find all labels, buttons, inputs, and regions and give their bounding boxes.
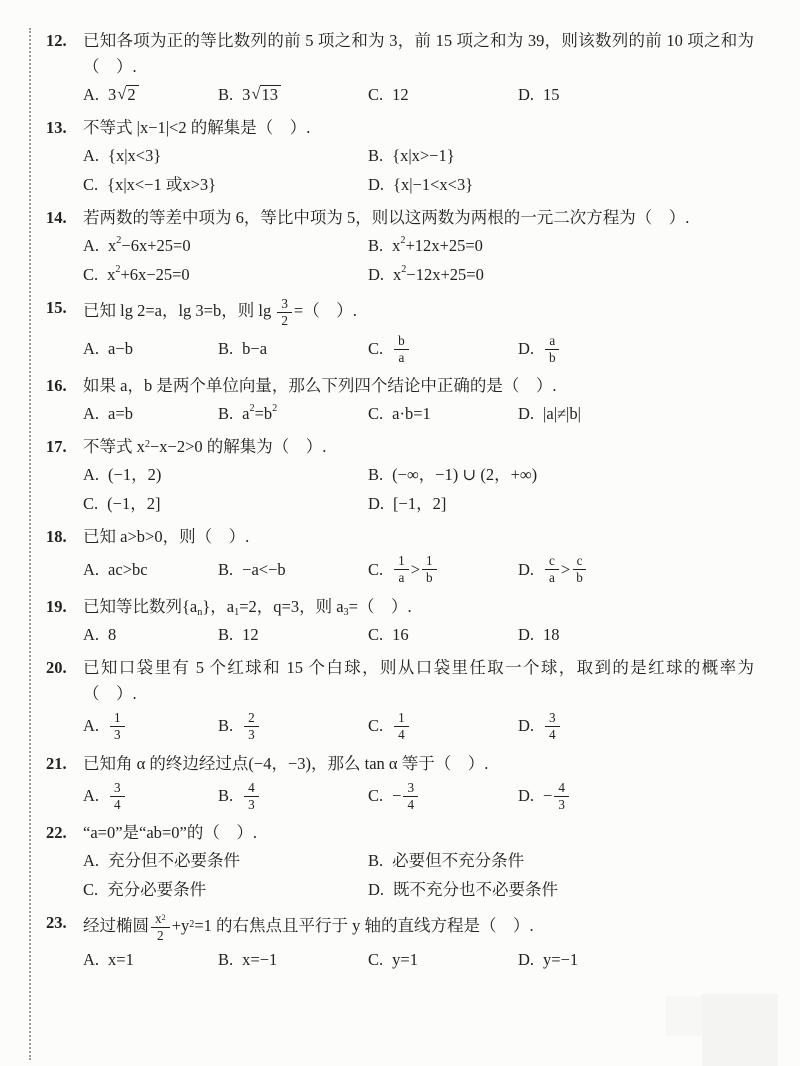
option-label: A. bbox=[83, 716, 100, 736]
math-var: a bbox=[251, 559, 259, 579]
question-number: 21. bbox=[46, 753, 67, 773]
option-content bbox=[242, 779, 261, 814]
option-label: D. bbox=[368, 494, 385, 514]
option-d bbox=[368, 491, 754, 517]
math-var: b bbox=[242, 339, 251, 359]
option-content: a − b bbox=[108, 336, 133, 362]
math-var: ab bbox=[146, 823, 162, 843]
option-a bbox=[83, 143, 368, 169]
options-row bbox=[46, 622, 754, 648]
fraction: $\frac{3}{2}$ bbox=[277, 296, 292, 329]
math-var: ac bbox=[108, 559, 123, 579]
option-content: [−1，2] bbox=[393, 494, 447, 514]
fraction: $\frac{3}{4}$ bbox=[545, 710, 560, 743]
option-d bbox=[518, 947, 754, 973]
option-content: a = b bbox=[108, 401, 133, 427]
option-label: C. bbox=[368, 404, 384, 424]
option-label: C. bbox=[368, 559, 384, 579]
option-content bbox=[108, 779, 127, 814]
math-var: b bbox=[549, 349, 556, 365]
fraction: $\frac{2}{3}$ bbox=[244, 710, 259, 743]
option-content: 16 bbox=[392, 625, 409, 645]
question-text: 已知角 α 的终边经过点(−4，−3)，那么 tan α 等于（ ）. bbox=[83, 753, 489, 773]
option-b bbox=[368, 143, 754, 169]
option-label: B. bbox=[218, 786, 234, 806]
math-var: x bbox=[242, 950, 251, 970]
question-number: 20. bbox=[46, 658, 67, 678]
option-label: D. bbox=[518, 625, 535, 645]
option-label: D. bbox=[368, 265, 385, 284]
option-label: B. bbox=[218, 339, 234, 359]
math-var: b bbox=[569, 404, 578, 424]
option-c bbox=[368, 779, 518, 814]
math-var: x bbox=[115, 146, 125, 165]
question-text: 经过椭圆 $\frac{x^2}{2}$ $+y^2=1$ 的右焦点且平行于 y 轴的直线方程是（ ）. bbox=[83, 911, 534, 944]
fraction: $\frac{x^2}{2}$ bbox=[151, 911, 170, 944]
option-content: (−∞，−1) ∪ (2，+∞) bbox=[392, 465, 538, 485]
question-stem bbox=[46, 205, 754, 231]
option-label: A. bbox=[83, 786, 100, 806]
question-stem bbox=[46, 373, 754, 399]
math-var: a bbox=[259, 339, 268, 359]
question-text: “a=0”是“ab=0”的（ ）. bbox=[83, 823, 257, 843]
option-c bbox=[368, 947, 518, 973]
option-content: $\frac{1}{a}$ > $\frac{1}{b}$ bbox=[392, 552, 439, 587]
question-number: 12. bbox=[46, 31, 67, 50]
option-content bbox=[543, 709, 562, 744]
fraction bbox=[545, 333, 560, 366]
math-var: α bbox=[388, 753, 398, 773]
math-var: b bbox=[136, 527, 146, 547]
option-b bbox=[218, 401, 368, 427]
question-text: 不等式 $x^2-x-2>0$ 的解集为（ ）. bbox=[83, 437, 327, 457]
fraction: $\frac{3}{4}$ bbox=[110, 780, 125, 813]
question-item bbox=[46, 594, 754, 648]
question-text: 已知 lg 2=a，lg 3=b，则 lg $\frac{3}{2}$ =（ ）. bbox=[83, 296, 357, 328]
math-var: x bbox=[432, 265, 441, 284]
math-var: x bbox=[392, 236, 401, 255]
option-label: D. bbox=[518, 716, 535, 736]
option-c bbox=[368, 401, 518, 427]
question-stem bbox=[46, 910, 754, 945]
math-var: a bbox=[226, 597, 235, 617]
option-a bbox=[83, 82, 218, 108]
math-var: a bbox=[154, 301, 162, 321]
math-var: x bbox=[182, 175, 191, 194]
question-item bbox=[46, 655, 754, 744]
subscript: 1 bbox=[234, 606, 240, 618]
question-number: 23. bbox=[46, 913, 67, 933]
question-number: 19. bbox=[46, 597, 67, 617]
math-var: x bbox=[115, 175, 124, 194]
question-item bbox=[46, 434, 754, 517]
question-item bbox=[46, 205, 754, 288]
question-number: 22. bbox=[46, 823, 67, 843]
math-var: c bbox=[549, 553, 555, 569]
question-text: 如果 a，b 是两个单位向量，那么下列四个结论中正确的是（ ）. bbox=[83, 376, 557, 396]
fraction: $\frac{1}{a}$ bbox=[394, 553, 409, 586]
math-var: a bbox=[120, 527, 128, 547]
option-b bbox=[218, 332, 368, 367]
options-row bbox=[46, 779, 754, 814]
question-number: 13. bbox=[46, 118, 67, 137]
option-label: A. bbox=[83, 85, 100, 104]
option-a bbox=[83, 332, 218, 367]
question-number: 14. bbox=[46, 208, 67, 227]
math-var: b bbox=[576, 570, 583, 586]
question-item bbox=[46, 820, 754, 903]
options-row bbox=[46, 233, 754, 288]
option-label: B. bbox=[368, 236, 384, 255]
question-number: 16. bbox=[46, 376, 67, 396]
math-var: y bbox=[392, 950, 401, 970]
option-content bbox=[108, 709, 127, 744]
scan-artifact bbox=[702, 994, 778, 1066]
options-row bbox=[46, 82, 754, 108]
question-text: 不等式 |x−1|<2 的解集是（ ）. bbox=[83, 118, 311, 137]
math-var: x bbox=[400, 175, 410, 194]
option-d bbox=[518, 332, 754, 367]
option-a bbox=[83, 462, 368, 488]
option-label: C. bbox=[368, 625, 384, 645]
question-item bbox=[46, 373, 754, 427]
math-var: a bbox=[108, 404, 116, 424]
math-var: x bbox=[411, 146, 420, 165]
math-var: a bbox=[546, 404, 554, 424]
question-item bbox=[46, 28, 754, 108]
option-content: x =−1 bbox=[242, 947, 277, 973]
question-item bbox=[46, 115, 754, 198]
option-c bbox=[368, 709, 518, 744]
option-content: 充分必要条件 bbox=[107, 880, 207, 900]
option-content: 15 bbox=[543, 85, 560, 104]
option-content: | a |≠| b | bbox=[543, 401, 581, 427]
option-label: D. bbox=[518, 85, 535, 104]
option-content: x 2 −12 x +25=0 bbox=[393, 262, 484, 288]
option-label: C. bbox=[368, 950, 384, 970]
option-content bbox=[392, 709, 411, 744]
option-label: A. bbox=[83, 404, 100, 424]
fraction bbox=[394, 333, 409, 366]
question-text: 已知 a>b>0，则（ ）. bbox=[83, 527, 250, 547]
math-var: x bbox=[431, 236, 440, 255]
math-var: b bbox=[124, 339, 133, 359]
option-c bbox=[368, 332, 518, 367]
option-label: B. bbox=[368, 851, 384, 871]
subscript bbox=[197, 607, 202, 618]
question-text: 已知各项为正的等比数列的前 5 项之和为 3，前 15 项之和为 39，则该数列的前 10 项之和为（ ）. bbox=[83, 31, 754, 76]
superscript: 2 bbox=[144, 439, 150, 451]
option-c bbox=[368, 622, 518, 648]
fraction bbox=[572, 553, 587, 586]
option-content: ac > bc bbox=[108, 557, 148, 583]
option-content: y =−1 bbox=[543, 947, 578, 973]
math-var: x bbox=[126, 175, 135, 194]
math-var: x bbox=[138, 265, 147, 284]
option-label: D. bbox=[368, 880, 385, 900]
question-item bbox=[46, 524, 754, 587]
option-content: − $\frac{4}{3}$ bbox=[543, 779, 571, 814]
question-text: 已知等比数列{an}，a1=2，q=3，则 a3=（ ）. bbox=[83, 597, 412, 618]
math-var: y bbox=[543, 950, 552, 970]
option-label: D. bbox=[368, 175, 385, 194]
option-label: D. bbox=[518, 559, 535, 579]
option-content: (−1，2] bbox=[107, 494, 161, 514]
math-var: α bbox=[136, 753, 146, 773]
option-label: B. bbox=[218, 85, 234, 104]
option-label: A. bbox=[83, 625, 100, 645]
option-a bbox=[83, 233, 368, 259]
question-item bbox=[46, 751, 754, 814]
option-b bbox=[368, 462, 754, 488]
option-content: x 2 −6 x +25=0 bbox=[108, 233, 191, 259]
option-content: − $\frac{3}{4}$ bbox=[392, 779, 420, 814]
option-b bbox=[368, 848, 754, 874]
math-var: x bbox=[400, 146, 409, 165]
question-item bbox=[46, 295, 754, 366]
option-label: A. bbox=[83, 559, 100, 579]
radical: √ 13 bbox=[251, 85, 281, 105]
options-row bbox=[46, 709, 754, 744]
option-d bbox=[518, 709, 754, 744]
option-a bbox=[83, 709, 218, 744]
math-var: x bbox=[108, 950, 117, 970]
option-c bbox=[83, 172, 368, 198]
option-label: C. bbox=[83, 880, 99, 900]
math-var: b bbox=[212, 301, 222, 321]
option-label: B. bbox=[218, 404, 234, 424]
option-b bbox=[218, 779, 368, 814]
options-row bbox=[46, 401, 754, 427]
math-var: a bbox=[120, 376, 128, 396]
options-row bbox=[46, 332, 754, 367]
binding-edge bbox=[29, 28, 31, 1060]
option-d bbox=[518, 552, 754, 587]
option-label: A. bbox=[83, 851, 100, 871]
option-a bbox=[83, 552, 218, 587]
radical: √ 2 bbox=[117, 85, 138, 105]
option-label: D. bbox=[518, 950, 535, 970]
question-text: 已知口袋里有 5 个红球和 15 个白球，则从口袋里任取一个球，取到的是红球的概率为（ ）. bbox=[83, 658, 754, 704]
math-var: bc bbox=[132, 559, 148, 579]
option-content: { x | x <3} bbox=[108, 143, 161, 169]
math-var: x bbox=[136, 437, 145, 457]
option-a bbox=[83, 401, 218, 427]
option-content: 8 bbox=[108, 625, 117, 645]
question-text: 若两数的等差中项为 6，等比中项为 5，则以这两数为两根的一元二次方程为（ ）. bbox=[83, 208, 690, 227]
option-content bbox=[543, 332, 562, 367]
option-label: B. bbox=[368, 146, 384, 165]
math-var: n bbox=[197, 606, 203, 618]
option-content: 3 √ 13 bbox=[242, 82, 282, 108]
question-stem bbox=[46, 524, 754, 550]
option-a bbox=[83, 947, 218, 973]
question-item bbox=[46, 910, 754, 973]
option-label: A. bbox=[83, 339, 100, 359]
option-d bbox=[518, 82, 754, 108]
options-row bbox=[46, 848, 754, 903]
math-var: a bbox=[108, 339, 116, 359]
option-a bbox=[83, 622, 218, 648]
option-label: D. bbox=[518, 786, 535, 806]
options-row bbox=[46, 462, 754, 517]
math-var: b bbox=[143, 376, 153, 396]
option-label: C. bbox=[83, 265, 99, 284]
question-stem bbox=[46, 594, 754, 620]
math-var: a bbox=[398, 570, 405, 586]
math-var: a bbox=[392, 404, 400, 424]
fraction: $\frac{4}{3}$ bbox=[244, 780, 259, 813]
option-content: $\frac{c}{a}$ > $\frac{c}{b}$ bbox=[543, 552, 589, 587]
math-var: b bbox=[398, 332, 405, 348]
math-var: y bbox=[352, 916, 361, 936]
math-var: a bbox=[549, 332, 556, 348]
question-stem bbox=[46, 115, 754, 141]
option-label: B. bbox=[218, 625, 234, 645]
math-var: a bbox=[398, 349, 405, 365]
math-var: x bbox=[159, 437, 168, 457]
option-content: 12 bbox=[392, 85, 409, 104]
math-var: b bbox=[426, 570, 433, 586]
option-content: x 2 +12 x +25=0 bbox=[392, 233, 483, 259]
option-label: C. bbox=[83, 494, 99, 514]
option-b bbox=[218, 709, 368, 744]
math-var: a bbox=[90, 823, 98, 843]
option-content bbox=[242, 709, 261, 744]
math-var: x bbox=[439, 175, 448, 194]
math-var: b bbox=[277, 559, 286, 579]
question-stem bbox=[46, 295, 754, 330]
option-d bbox=[368, 877, 754, 903]
option-content: 必要但不充分条件 bbox=[392, 851, 525, 871]
option-content: 18 bbox=[543, 625, 560, 645]
question-number: 15. bbox=[46, 298, 67, 317]
option-content: x =1 bbox=[108, 947, 134, 973]
option-c bbox=[368, 82, 518, 108]
option-content: 充分但不必要条件 bbox=[108, 851, 241, 871]
fraction: $\frac{3}{4}$ bbox=[403, 780, 418, 813]
fraction: $\frac{1}{b}$ bbox=[422, 553, 437, 586]
option-label: D. bbox=[518, 339, 535, 359]
math-var: a bbox=[242, 404, 250, 424]
option-label: B. bbox=[218, 716, 234, 736]
superscript: 2 bbox=[189, 918, 195, 930]
option-label: A. bbox=[83, 146, 100, 165]
option-b bbox=[218, 552, 368, 587]
option-c bbox=[368, 552, 518, 587]
math-var: b bbox=[124, 404, 133, 424]
fraction: $\frac{4}{3}$ bbox=[554, 780, 569, 813]
option-a bbox=[83, 779, 218, 814]
option-label: D. bbox=[518, 404, 535, 424]
option-b bbox=[368, 233, 754, 259]
question-number: 18. bbox=[46, 527, 67, 547]
question-stem bbox=[46, 820, 754, 846]
option-content: − a <− b bbox=[242, 557, 286, 583]
option-c bbox=[83, 877, 368, 903]
option-d bbox=[518, 622, 754, 648]
option-label: A. bbox=[83, 236, 100, 255]
option-c bbox=[83, 262, 368, 288]
question-stem bbox=[46, 655, 754, 707]
option-label: C. bbox=[368, 85, 384, 104]
math-var: x bbox=[108, 236, 117, 255]
option-content: { x |−1< x <3} bbox=[393, 172, 473, 198]
option-content: x 2 +6 x −25=0 bbox=[107, 262, 190, 288]
option-d bbox=[368, 172, 754, 198]
option-content bbox=[392, 332, 411, 367]
question-stem bbox=[46, 751, 754, 777]
math-var: x bbox=[107, 265, 116, 284]
option-label: B. bbox=[218, 950, 234, 970]
option-label: A. bbox=[83, 465, 100, 485]
math-var: y bbox=[181, 916, 190, 936]
option-content: { x | x >−1} bbox=[392, 143, 455, 169]
options-row bbox=[46, 552, 754, 587]
option-d bbox=[368, 262, 754, 288]
question-number: 17. bbox=[46, 437, 67, 457]
option-content: a 2 = b 2 bbox=[242, 401, 277, 427]
question-stem bbox=[46, 28, 754, 80]
option-content: 3 √ 2 bbox=[108, 82, 140, 108]
option-content: b − a bbox=[242, 336, 267, 362]
option-content: (−1，2) bbox=[108, 465, 162, 485]
fraction: $\frac{1}{3}$ bbox=[110, 710, 125, 743]
subscript: 3 bbox=[343, 606, 349, 618]
fraction bbox=[545, 553, 559, 586]
option-b bbox=[218, 947, 368, 973]
math-var: x bbox=[155, 911, 162, 927]
superscript: 2 bbox=[161, 912, 166, 922]
option-b bbox=[218, 622, 368, 648]
math-var: q bbox=[273, 597, 282, 617]
option-content: { x | x <−1 或 x >3} bbox=[107, 172, 216, 198]
math-var: c bbox=[576, 553, 583, 569]
option-label: B. bbox=[218, 559, 234, 579]
option-label: A. bbox=[83, 950, 100, 970]
option-label: C. bbox=[83, 175, 99, 194]
options-row bbox=[46, 947, 754, 973]
option-d bbox=[518, 779, 754, 814]
math-var: a bbox=[549, 570, 555, 586]
fraction: $\frac{1}{4}$ bbox=[394, 710, 409, 743]
option-content: y =1 bbox=[392, 947, 418, 973]
option-content: 12 bbox=[242, 625, 259, 645]
question-stem bbox=[46, 434, 754, 460]
option-a bbox=[83, 848, 368, 874]
options-row bbox=[46, 143, 754, 198]
math-var: x bbox=[127, 146, 136, 165]
option-content: a · b =1 bbox=[392, 401, 431, 427]
question-list bbox=[46, 28, 754, 980]
option-label: B. bbox=[368, 465, 384, 485]
option-label: C. bbox=[368, 339, 384, 359]
math-var: b bbox=[263, 404, 273, 424]
math-var: x bbox=[138, 236, 148, 255]
option-c bbox=[83, 491, 368, 517]
math-var: b bbox=[404, 404, 414, 424]
math-var: a bbox=[189, 597, 198, 617]
math-var: x bbox=[393, 265, 402, 284]
option-label: C. bbox=[368, 786, 384, 806]
option-d bbox=[518, 401, 754, 427]
math-var: x bbox=[139, 118, 149, 137]
option-b bbox=[218, 82, 368, 108]
math-var: a bbox=[336, 597, 344, 617]
option-content: 既不充分也不必要条件 bbox=[393, 880, 559, 900]
option-label: C. bbox=[368, 716, 384, 736]
